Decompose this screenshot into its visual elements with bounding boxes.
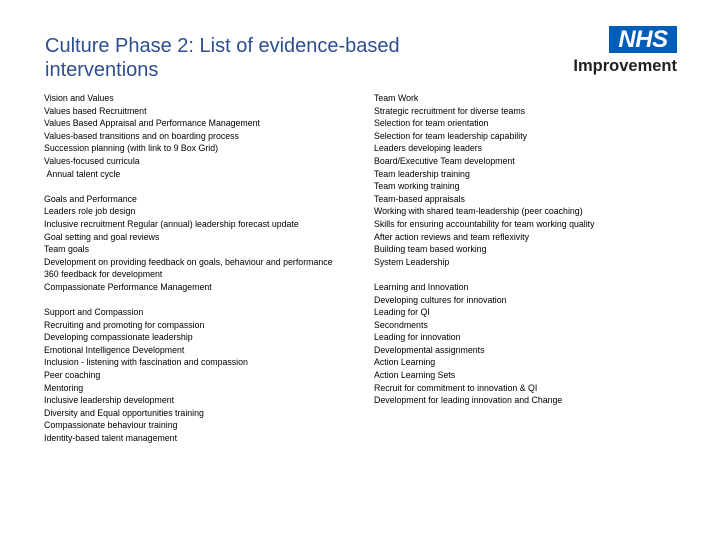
- list-item: Strategic recruitment for diverse teams: [374, 105, 526, 116]
- list-item: Developing cultures for innovation: [374, 294, 507, 305]
- list-item: Developmental assignments: [374, 344, 485, 355]
- section-heading: Learning and Innovation: [374, 281, 469, 292]
- list-item: System Leadership: [374, 256, 450, 267]
- list-item: Annual talent cycle: [44, 168, 121, 179]
- nhs-improvement-logo: [573, 26, 700, 76]
- section-support-and-compassion: [44, 306, 334, 445]
- list-item: Action Learning Sets: [374, 370, 456, 381]
- list-item: Leaders developing leaders: [374, 143, 483, 154]
- list-item: Leading for innovation: [374, 332, 461, 343]
- list-item: After action reviews and team reflexivity: [374, 231, 529, 242]
- section-vision-and-values: [44, 92, 334, 180]
- section-heading: Team Work: [374, 93, 419, 103]
- list-item: Building team based working: [374, 244, 487, 255]
- list-item: Inclusive leadership development: [44, 395, 175, 406]
- list-item: Identity-based talent management: [44, 433, 178, 444]
- list-item: Compassionate behaviour training: [44, 420, 178, 431]
- list-item: Recruit for commitment to innovation & QI: [374, 382, 538, 393]
- list-item: Selection for team leadership capability: [374, 130, 528, 141]
- section-goals-and-performance: [44, 193, 334, 294]
- list-item: Values-based transitions and on boarding process: [44, 130, 239, 141]
- section-team-work: [374, 92, 674, 268]
- page-title: Culture Phase 2: List of evidence-based interventions: [45, 35, 400, 81]
- improvement-logo-text: Improvement: [573, 57, 677, 75]
- list-item: Selection for team orientation: [374, 118, 489, 129]
- right-column: [374, 92, 674, 407]
- list-item: Goal setting and goal reviews: [44, 231, 160, 242]
- list-item: Leading for QI: [374, 307, 430, 318]
- list-item: Compassionate Performance Management: [44, 281, 212, 292]
- list-item: Mentoring: [44, 382, 84, 393]
- list-item: Board/Executive Team development: [374, 155, 515, 166]
- list-item: Inclusion - listening with fascination and compassion: [44, 357, 248, 368]
- section-heading: Support and Compassion: [44, 307, 144, 318]
- list-item: Values Based Appraisal and Performance Management: [44, 118, 260, 129]
- list-item: Skills for ensuring accountability for team working quality: [374, 218, 595, 229]
- list-item: Team leadership training: [374, 168, 470, 179]
- list-item: Emotional Intelligence Development: [44, 344, 185, 355]
- list-item: Team goals: [44, 244, 89, 255]
- list-item: Team-based appraisals: [374, 193, 465, 204]
- list-item: Recruiting and promoting for compassion: [44, 319, 205, 330]
- list-item: Developing compassionate leadership: [44, 332, 193, 343]
- list-item: Values based Recruitment: [44, 105, 147, 116]
- list-item: Inclusive recruitment Regular (annual) leadership forecast update: [44, 218, 299, 229]
- list-item: Succession planning (with link to 9 Box Grid): [44, 143, 219, 154]
- list-item: Working with shared team-leadership (peer coaching): [374, 206, 583, 217]
- list-item: Team working training: [374, 181, 460, 192]
- list-item: Values-focused curricula: [44, 155, 140, 166]
- list-item: Development for leading innovation and Change: [374, 395, 563, 406]
- section-heading: Vision and Values: [44, 93, 114, 103]
- list-item: 360 feedback for development: [44, 269, 163, 280]
- list-item: Secondments: [374, 319, 428, 330]
- list-item: Development on providing feedback on goals, behaviour and performance: [44, 256, 333, 267]
- list-item: Diversity and Equal opportunities training: [44, 407, 204, 418]
- nhs-logo-text: NHS: [618, 26, 668, 53]
- left-column: [44, 92, 334, 445]
- list-item: Action Learning: [374, 357, 436, 368]
- list-item: Peer coaching: [44, 370, 101, 381]
- list-item: Leaders role job design: [44, 206, 136, 217]
- section-heading: Goals and Performance: [44, 193, 137, 204]
- section-learning-and-innovation: [374, 281, 674, 407]
